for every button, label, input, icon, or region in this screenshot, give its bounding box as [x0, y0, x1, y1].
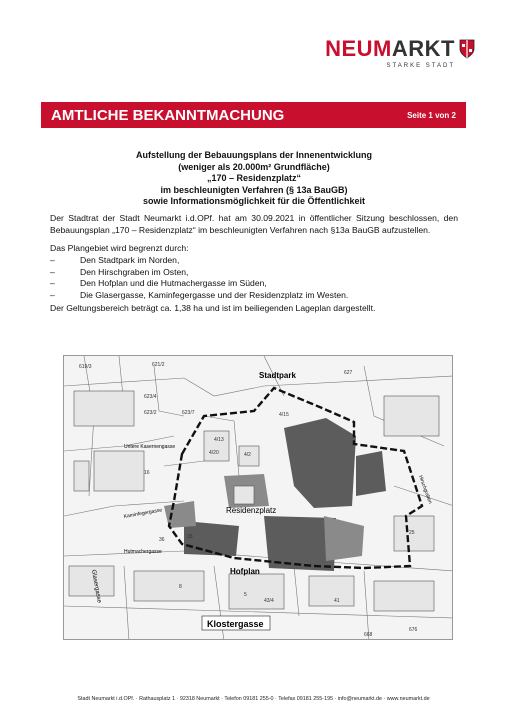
parcel-number: 4/15	[279, 412, 289, 418]
list-item: – Die Glasergasse, Kaminfegergasse und der Residenzplatz im Westen.	[50, 289, 349, 300]
boundary-list	[50, 255, 458, 301]
parcel-number: 16	[144, 470, 150, 476]
site-plan-svg	[64, 356, 453, 640]
parcel-number: 627	[344, 370, 353, 376]
parcel-number: 4/13	[214, 437, 224, 443]
parcel-number: 623/2	[144, 410, 157, 416]
parcel-number: 4/2	[244, 452, 251, 458]
parcel-number: 676	[409, 627, 418, 633]
logo	[325, 38, 475, 69]
page-indicator: Seite 1 von 2	[407, 110, 456, 120]
list-item: – Den Hirschgraben im Osten,	[50, 266, 189, 277]
parcel-number: 36	[159, 537, 165, 543]
list-item: – Den Stadtpark im Norden,	[50, 255, 180, 265]
map-label-hutmachergasse: Hutmachergasse	[124, 549, 162, 555]
heading-line: im beschleunigten Verfahren (§ 13a BauGB)	[160, 184, 348, 195]
city-crest-icon	[459, 39, 475, 59]
parcel-number: 623/7	[182, 410, 195, 416]
parcel-number: 43/4	[264, 598, 274, 604]
parcel-number: 41	[334, 598, 340, 604]
document-title: AMTLICHE BEKANNTMACHUNG	[51, 106, 285, 124]
map-label-hofplan: Hofplan	[230, 567, 260, 576]
map-label-stadtpark: Stadtpark	[259, 371, 296, 380]
map-label-untere-kasernengasse: Untere Kasernengasse	[124, 444, 176, 450]
site-plan-map	[63, 355, 453, 640]
parcel-number: 5	[244, 592, 247, 598]
logo-wordmark: NEUMARKT	[325, 36, 455, 61]
parcel-number: 621/2	[152, 362, 165, 368]
title-banner	[41, 102, 466, 128]
parcel-number: 35	[187, 534, 193, 540]
map-label-residenzplatz: Residenzplatz	[226, 506, 277, 515]
parcel-number: 25	[409, 530, 415, 536]
map-label-glasergasse: Glasergasse	[90, 569, 102, 604]
boundary-intro: Das Plangebiet wird begrenzt durch:	[50, 243, 189, 253]
heading-line: sowie Informationsmöglichkeit für die Öffentlichkeit	[142, 196, 366, 206]
map-label-klostergasse: Klostergasse	[207, 619, 264, 629]
notice-heading	[60, 150, 448, 208]
parcel-number: 623/4	[144, 394, 157, 400]
list-item: – Den Hofplan und die Hutmachergasse im Süden,	[50, 278, 267, 289]
parcel-number: 8	[179, 584, 182, 590]
parcel-number: 668	[364, 632, 373, 638]
heading-line: (weniger als 20.000m² Grundfläche)	[178, 161, 330, 172]
heading-line: „170 – Residenzplatz“	[206, 173, 302, 183]
map-label-kaminfegergasse: Kaminfegergasse	[123, 507, 163, 520]
intro-paragraph: Der Stadtrat der Stadt Neumarkt i.d.OPf. hat am 30.09.2021 in öffentlicher Sitzung beschlossen, den Bebauungsplan „170 – Residenzplatz“ im beschleunigten Verfahren nach §13a BauGB aufzustellen.	[50, 213, 458, 235]
logo-tagline: STARKE STADT	[386, 63, 455, 69]
footer-contact: Stadt Neumarkt i.d.OPf. · Rathausplatz 1 · 92318 Neumarkt · Telefon 09181 255-0 · Telefax 09181 255-195 · info@neumarkt.de · www.neumarkt.de	[77, 696, 430, 702]
map-label-hirschgraben: Hirschgraben	[417, 474, 433, 505]
parcel-number: 619/3	[79, 364, 92, 370]
parcel-number: 4/20	[209, 450, 219, 456]
scope-paragraph: Der Geltungsbereich beträgt ca. 1,38 ha und ist im beiliegenden Lageplan dargestellt.	[50, 303, 376, 313]
heading-line: Aufstellung der Bebauungsplans der Innenentwicklung	[135, 150, 373, 160]
